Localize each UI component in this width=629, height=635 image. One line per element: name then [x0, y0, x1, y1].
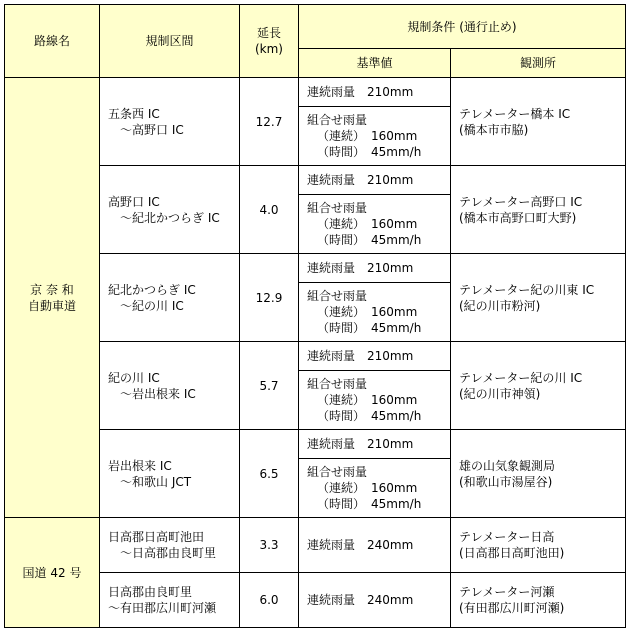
combined-title: 組合せ雨量: [307, 465, 368, 479]
combined-rain-cell: [299, 195, 451, 254]
station-cell: [451, 166, 626, 254]
table-row: [5, 518, 626, 573]
continuous-rain-cell: 連続雨量 210mm: [299, 430, 451, 459]
section-cell: [100, 573, 240, 628]
station-location: (紀の川市粉河): [459, 298, 541, 313]
section-from: 高野口 IC: [108, 194, 160, 209]
continuous-rain-cell: 連続雨量 210mm: [299, 254, 451, 283]
station-location: (有田郡広川町河瀬): [459, 601, 565, 615]
combined-title: 組合せ雨量: [307, 289, 368, 303]
station-cell: [451, 342, 626, 430]
continuous-rain-cell: 連続雨量 240mm: [299, 518, 451, 573]
section-cell: [100, 254, 240, 342]
combined-continuous: （連続） 160mm: [317, 217, 418, 231]
station-name: テレメーター日高: [459, 530, 555, 544]
section-to: ～紀の川 IC: [120, 298, 184, 313]
combined-rain-cell: [299, 283, 451, 342]
station-location: (紀の川市神領): [459, 386, 541, 401]
station-location: (和歌山市湯屋谷): [459, 474, 553, 489]
section-to: ～岩出根来 IC: [120, 386, 196, 401]
regulation-table: [4, 4, 626, 628]
length-cell: 4.0: [240, 166, 299, 254]
section-to: ～紀北かつらぎ IC: [120, 210, 220, 225]
section-from: 紀の川 IC: [108, 370, 160, 385]
continuous-rain-cell: 連続雨量 210mm: [299, 166, 451, 195]
header-length-unit: (km): [254, 42, 283, 56]
combined-continuous: （連続） 160mm: [317, 481, 418, 495]
section-to: ～有田郡広川町河瀬: [108, 601, 217, 615]
station-name: テレメーター河瀬: [459, 585, 555, 599]
station-name: 雄の山気象観測局: [459, 458, 556, 473]
combined-hourly: （時間） 45mm/h: [317, 409, 422, 423]
station-cell: [451, 518, 626, 573]
combined-continuous: （連続） 160mm: [317, 305, 418, 319]
combined-hourly: （時間） 45mm/h: [317, 233, 422, 247]
route-name-line2: 自動車道: [27, 298, 76, 313]
station-cell: [451, 78, 626, 166]
section-from: 日高郡由良町里: [108, 585, 193, 599]
header-standard: 基準値: [299, 49, 451, 78]
station-name: テレメーター橋本 IC: [459, 106, 571, 121]
station-location: (橋本市市脇): [459, 122, 529, 137]
combined-hourly: （時間） 45mm/h: [317, 145, 422, 159]
route-name-line1: 京 奈 和: [30, 282, 74, 297]
route-cell: [5, 78, 100, 518]
combined-rain-cell: [299, 371, 451, 430]
header-length-label: 延長: [256, 26, 281, 40]
length-cell: 5.7: [240, 342, 299, 430]
continuous-rain-cell: 連続雨量 210mm: [299, 342, 451, 371]
combined-hourly: （時間） 45mm/h: [317, 497, 422, 511]
combined-continuous: （連続） 160mm: [317, 129, 418, 143]
continuous-rain-cell: 連続雨量 210mm: [299, 78, 451, 107]
station-name: テレメーター高野口 IC: [459, 194, 583, 209]
section-to: ～和歌山 JCT: [120, 474, 192, 489]
route-cell: [5, 518, 100, 628]
header-length: [240, 5, 299, 78]
header-section: 規制区間: [100, 5, 240, 78]
length-cell: 3.3: [240, 518, 299, 573]
length-cell: 6.5: [240, 430, 299, 518]
section-from: 日高郡日高町池田: [108, 530, 205, 544]
header-route: 路線名: [5, 5, 100, 78]
station-cell: [451, 254, 626, 342]
section-cell: [100, 166, 240, 254]
station-cell: [451, 430, 626, 518]
station-name: テレメーター紀の川 IC: [459, 370, 583, 385]
continuous-rain-cell: 連続雨量 240mm: [299, 573, 451, 628]
route-name: 国道 42 号: [22, 565, 82, 580]
combined-title: 組合せ雨量: [307, 201, 368, 215]
section-cell: [100, 430, 240, 518]
length-cell: 12.9: [240, 254, 299, 342]
section-cell: [100, 78, 240, 166]
combined-rain-cell: [299, 107, 451, 166]
section-to: ～日高郡由良町里: [120, 546, 217, 560]
section-cell: [100, 342, 240, 430]
combined-rain-cell: [299, 459, 451, 518]
section-cell: [100, 518, 240, 573]
length-cell: 6.0: [240, 573, 299, 628]
combined-title: 組合せ雨量: [307, 113, 368, 127]
station-location: (日高郡日高町池田): [459, 546, 565, 560]
combined-hourly: （時間） 45mm/h: [317, 321, 422, 335]
section-from: 岩出根来 IC: [108, 458, 172, 473]
combined-continuous: （連続） 160mm: [317, 393, 418, 407]
section-from: 五条西 IC: [108, 106, 160, 121]
station-name: テレメーター紀の川東 IC: [459, 282, 595, 297]
combined-title: 組合せ雨量: [307, 377, 368, 391]
table-row: [5, 78, 626, 107]
header-station: 観測所: [451, 49, 626, 78]
station-location: (橋本市高野口町大野): [459, 210, 577, 225]
section-to: ～高野口 IC: [120, 122, 184, 137]
length-cell: 12.7: [240, 78, 299, 166]
section-from: 紀北かつらぎ IC: [108, 282, 196, 297]
station-cell: [451, 573, 626, 628]
header-condition: 規制条件 (通行止め): [299, 5, 626, 49]
